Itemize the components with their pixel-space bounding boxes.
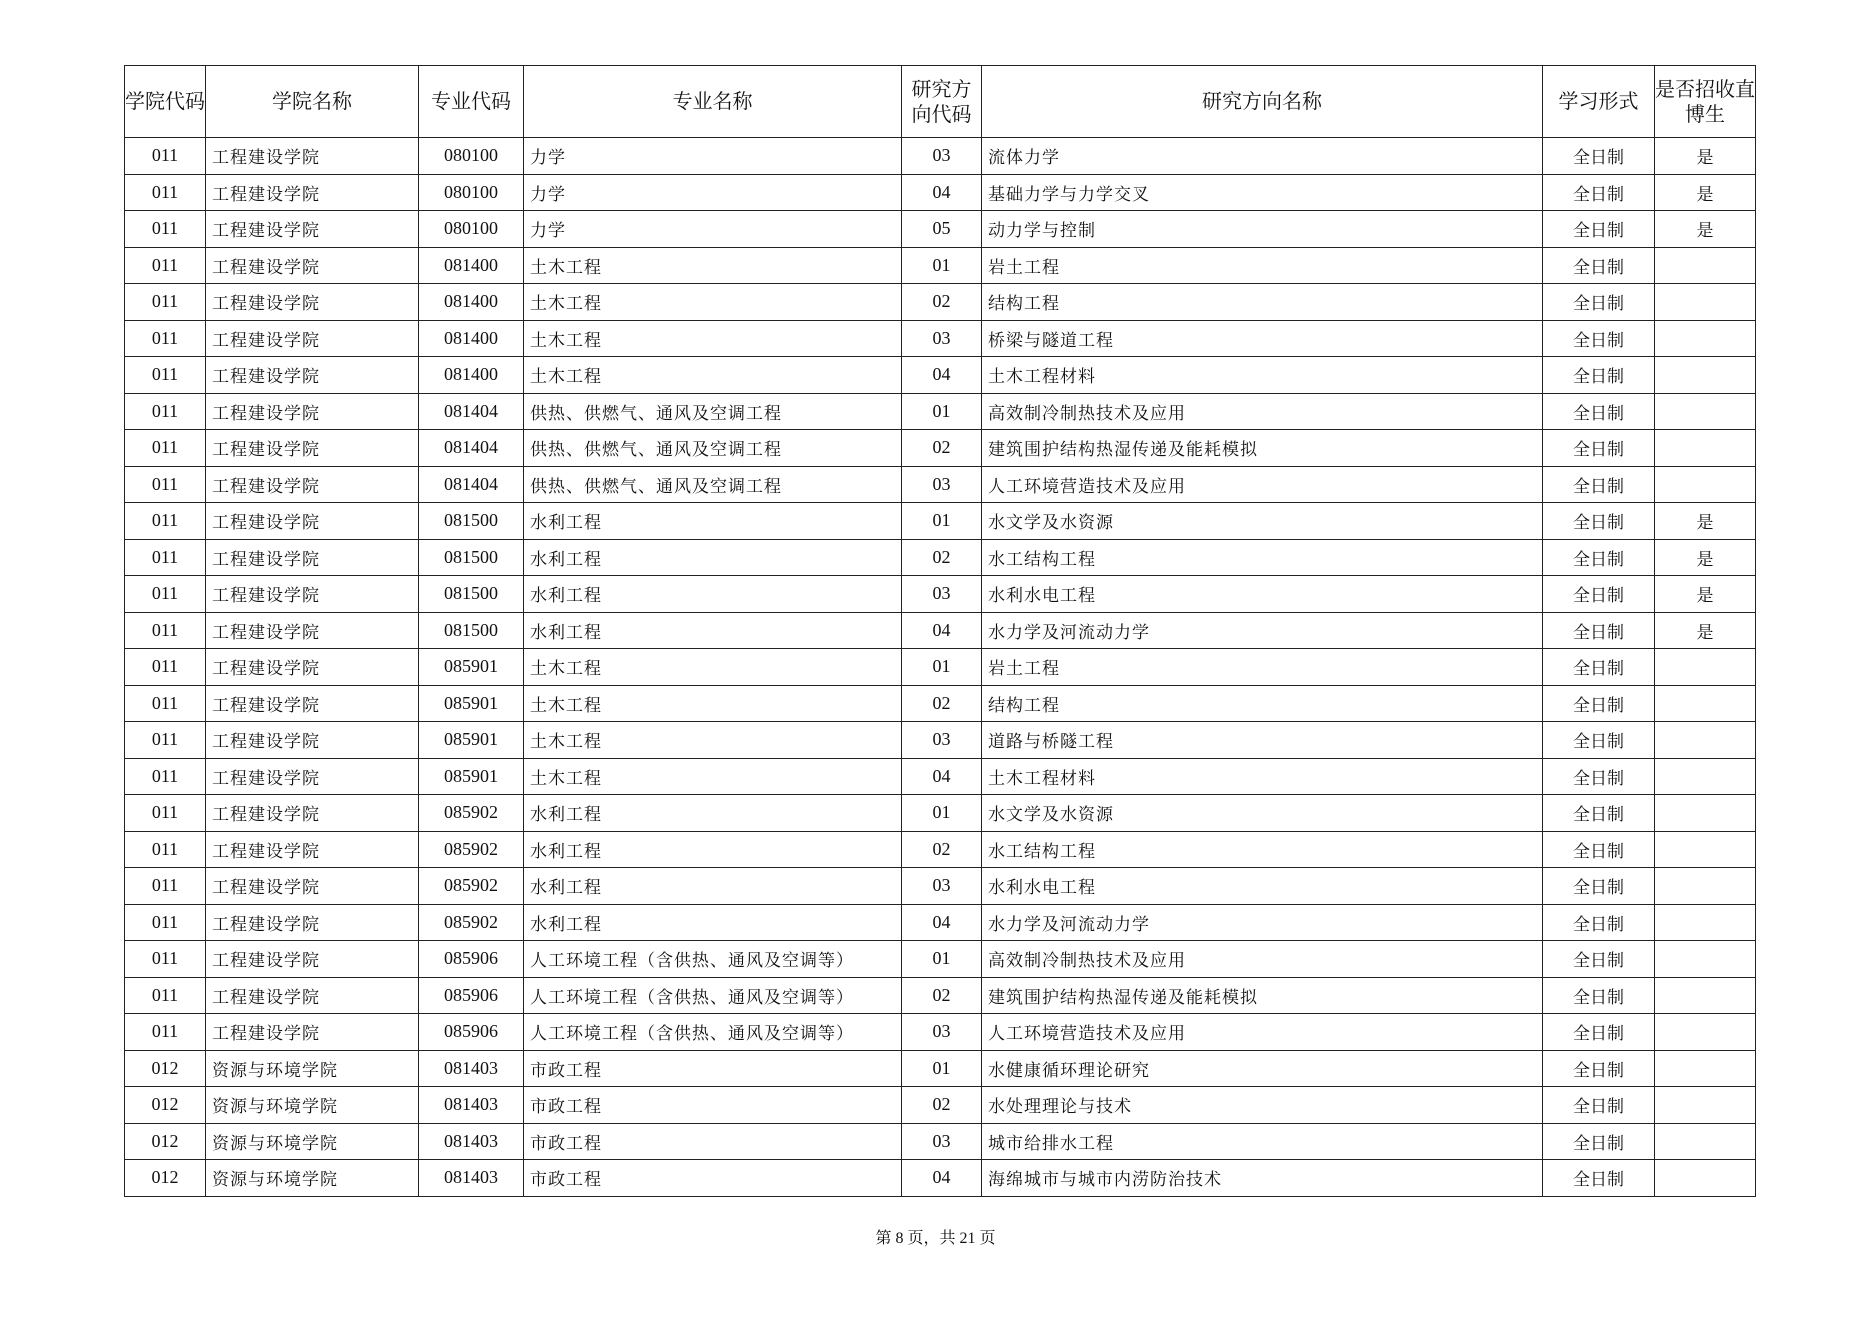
cell-college-code: 012: [125, 1123, 206, 1160]
cell-direct-phd: [1655, 1087, 1756, 1124]
cell-direct-phd: 是: [1655, 503, 1756, 540]
cell-major-code: 085901: [419, 758, 524, 795]
cell-direction-code: 03: [902, 868, 982, 905]
table-row: [125, 1123, 1756, 1160]
cell-major-name: 土木工程: [524, 247, 902, 284]
cell-direction-code: 04: [902, 758, 982, 795]
cell-direct-phd: 是: [1655, 576, 1756, 613]
cell-major-code: 081500: [419, 503, 524, 540]
cell-study-mode: 全日制: [1543, 1050, 1655, 1087]
cell-direction-code: 05: [902, 211, 982, 248]
cell-college-name: 工程建设学院: [206, 831, 419, 868]
cell-direction-name: 桥梁与隧道工程: [982, 320, 1543, 357]
cell-direction-name: 水工结构工程: [982, 539, 1543, 576]
cell-direction-code: 03: [902, 1123, 982, 1160]
table-row: [125, 1160, 1756, 1197]
cell-direct-phd: [1655, 1160, 1756, 1197]
cell-college-code: 011: [125, 174, 206, 211]
cell-direction-name: 水文学及水资源: [982, 503, 1543, 540]
cell-study-mode: 全日制: [1543, 1123, 1655, 1160]
cell-college-name: 工程建设学院: [206, 393, 419, 430]
cell-major-code: 081500: [419, 576, 524, 613]
cell-direct-phd: [1655, 357, 1756, 394]
cell-direction-code: 01: [902, 247, 982, 284]
cell-college-code: 011: [125, 831, 206, 868]
cell-major-name: 市政工程: [524, 1087, 902, 1124]
cell-direction-name: 结构工程: [982, 284, 1543, 321]
cell-direct-phd: [1655, 758, 1756, 795]
cell-direction-code: 04: [902, 612, 982, 649]
cell-direction-code: 02: [902, 685, 982, 722]
cell-direct-phd: 是: [1655, 539, 1756, 576]
cell-major-code: 080100: [419, 138, 524, 175]
cell-study-mode: 全日制: [1543, 612, 1655, 649]
cell-college-code: 011: [125, 430, 206, 467]
table-row: [125, 722, 1756, 759]
cell-college-code: 011: [125, 539, 206, 576]
cell-college-code: 011: [125, 393, 206, 430]
cell-college-code: 011: [125, 685, 206, 722]
cell-college-code: 011: [125, 357, 206, 394]
cell-direction-code: 04: [902, 174, 982, 211]
cell-major-name: 水利工程: [524, 904, 902, 941]
cell-major-name: 水利工程: [524, 831, 902, 868]
cell-direct-phd: [1655, 247, 1756, 284]
cell-direction-name: 水健康循环理论研究: [982, 1050, 1543, 1087]
cell-direct-phd: [1655, 320, 1756, 357]
cell-college-name: 工程建设学院: [206, 576, 419, 613]
cell-major-name: 供热、供燃气、通风及空调工程: [524, 393, 902, 430]
cell-direct-phd: [1655, 685, 1756, 722]
cell-major-code: 081400: [419, 320, 524, 357]
cell-major-name: 土木工程: [524, 320, 902, 357]
cell-direction-code: 01: [902, 393, 982, 430]
cell-direction-name: 水力学及河流动力学: [982, 904, 1543, 941]
cell-study-mode: 全日制: [1543, 941, 1655, 978]
cell-direction-name: 海绵城市与城市内涝防治技术: [982, 1160, 1543, 1197]
table-row: [125, 174, 1756, 211]
cell-major-name: 土木工程: [524, 685, 902, 722]
cell-college-name: 工程建设学院: [206, 247, 419, 284]
cell-direction-name: 水利水电工程: [982, 868, 1543, 905]
cell-college-name: 工程建设学院: [206, 758, 419, 795]
cell-major-name: 水利工程: [524, 539, 902, 576]
cell-major-name: 市政工程: [524, 1123, 902, 1160]
cell-direction-name: 道路与桥隧工程: [982, 722, 1543, 759]
cell-study-mode: 全日制: [1543, 503, 1655, 540]
cell-major-code: 085906: [419, 941, 524, 978]
cell-study-mode: 全日制: [1543, 174, 1655, 211]
cell-direction-code: 04: [902, 904, 982, 941]
cell-direct-phd: [1655, 1014, 1756, 1051]
cell-direct-phd: [1655, 393, 1756, 430]
cell-college-code: 011: [125, 868, 206, 905]
cell-college-code: 011: [125, 320, 206, 357]
cell-direction-code: 03: [902, 320, 982, 357]
cell-direction-code: 01: [902, 795, 982, 832]
cell-direction-name: 水力学及河流动力学: [982, 612, 1543, 649]
table-row: [125, 795, 1756, 832]
cell-college-name: 工程建设学院: [206, 430, 419, 467]
table-row: [125, 941, 1756, 978]
cell-major-code: 085902: [419, 868, 524, 905]
cell-college-name: 工程建设学院: [206, 211, 419, 248]
cell-direct-phd: [1655, 941, 1756, 978]
cell-major-name: 水利工程: [524, 503, 902, 540]
cell-study-mode: 全日制: [1543, 211, 1655, 248]
cell-major-code: 085902: [419, 904, 524, 941]
cell-study-mode: 全日制: [1543, 284, 1655, 321]
cell-study-mode: 全日制: [1543, 685, 1655, 722]
cell-college-name: 工程建设学院: [206, 941, 419, 978]
cell-study-mode: 全日制: [1543, 1014, 1655, 1051]
cell-major-name: 土木工程: [524, 758, 902, 795]
table-row: [125, 247, 1756, 284]
cell-direction-code: 02: [902, 284, 982, 321]
cell-study-mode: 全日制: [1543, 430, 1655, 467]
table-body: [125, 138, 1756, 1197]
cell-direct-phd: [1655, 649, 1756, 686]
cell-college-name: 资源与环境学院: [206, 1160, 419, 1197]
cell-direction-name: 岩土工程: [982, 247, 1543, 284]
cell-direct-phd: [1655, 868, 1756, 905]
cell-direction-name: 结构工程: [982, 685, 1543, 722]
cell-study-mode: 全日制: [1543, 1160, 1655, 1197]
cell-college-code: 012: [125, 1087, 206, 1124]
cell-study-mode: 全日制: [1543, 649, 1655, 686]
cell-direction-name: 岩土工程: [982, 649, 1543, 686]
table-row: [125, 539, 1756, 576]
cell-college-code: 011: [125, 1014, 206, 1051]
cell-study-mode: 全日制: [1543, 722, 1655, 759]
cell-direction-name: 高效制冷制热技术及应用: [982, 393, 1543, 430]
table-row: [125, 211, 1756, 248]
cell-direction-name: 水工结构工程: [982, 831, 1543, 868]
header-college-name: 学院名称: [206, 66, 419, 138]
cell-direction-code: 02: [902, 831, 982, 868]
cell-college-name: 工程建设学院: [206, 284, 419, 321]
cell-study-mode: 全日制: [1543, 393, 1655, 430]
table-row: [125, 138, 1756, 175]
table-row: [125, 1050, 1756, 1087]
cell-direct-phd: 是: [1655, 211, 1756, 248]
cell-major-name: 土木工程: [524, 357, 902, 394]
cell-direction-code: 04: [902, 1160, 982, 1197]
cell-college-code: 011: [125, 247, 206, 284]
cell-direction-name: 动力学与控制: [982, 211, 1543, 248]
cell-college-code: 012: [125, 1050, 206, 1087]
cell-direction-code: 03: [902, 1014, 982, 1051]
cell-direction-name: 城市给排水工程: [982, 1123, 1543, 1160]
cell-major-name: 供热、供燃气、通风及空调工程: [524, 466, 902, 503]
cell-direct-phd: 是: [1655, 138, 1756, 175]
cell-major-name: 力学: [524, 138, 902, 175]
cell-major-code: 081403: [419, 1160, 524, 1197]
cell-college-name: 工程建设学院: [206, 320, 419, 357]
table-row: [125, 320, 1756, 357]
cell-major-code: 081500: [419, 612, 524, 649]
cell-direction-name: 水处理理论与技术: [982, 1087, 1543, 1124]
cell-direction-name: 建筑围护结构热湿传递及能耗模拟: [982, 430, 1543, 467]
table-row: [125, 284, 1756, 321]
cell-major-name: 土木工程: [524, 722, 902, 759]
cell-major-code: 081400: [419, 357, 524, 394]
program-table-container: [124, 65, 1755, 1197]
table-row: [125, 868, 1756, 905]
cell-direct-phd: [1655, 466, 1756, 503]
cell-direct-phd: [1655, 1123, 1756, 1160]
cell-direction-name: 水文学及水资源: [982, 795, 1543, 832]
cell-study-mode: 全日制: [1543, 1087, 1655, 1124]
cell-major-code: 085906: [419, 1014, 524, 1051]
cell-college-name: 工程建设学院: [206, 612, 419, 649]
cell-major-name: 人工环境工程（含供热、通风及空调等）: [524, 941, 902, 978]
header-direct-phd: 是否招收直博生: [1655, 66, 1756, 138]
cell-direction-code: 02: [902, 430, 982, 467]
cell-college-name: 工程建设学院: [206, 977, 419, 1014]
cell-major-code: 081403: [419, 1087, 524, 1124]
cell-major-code: 081400: [419, 284, 524, 321]
cell-college-name: 工程建设学院: [206, 138, 419, 175]
cell-college-name: 工程建设学院: [206, 466, 419, 503]
cell-study-mode: 全日制: [1543, 977, 1655, 1014]
cell-major-name: 力学: [524, 174, 902, 211]
cell-direction-name: 土木工程材料: [982, 758, 1543, 795]
cell-college-name: 工程建设学院: [206, 649, 419, 686]
cell-direct-phd: [1655, 977, 1756, 1014]
cell-major-code: 085901: [419, 685, 524, 722]
table-header-row: [125, 66, 1756, 138]
cell-college-name: 工程建设学院: [206, 685, 419, 722]
table-row: [125, 393, 1756, 430]
cell-direction-name: 基础力学与力学交叉: [982, 174, 1543, 211]
cell-major-name: 土木工程: [524, 284, 902, 321]
cell-major-name: 供热、供燃气、通风及空调工程: [524, 430, 902, 467]
cell-college-name: 工程建设学院: [206, 1014, 419, 1051]
header-direction-code: 研究方向代码: [902, 66, 982, 138]
cell-direct-phd: [1655, 430, 1756, 467]
table-row: [125, 576, 1756, 613]
cell-direction-code: 03: [902, 466, 982, 503]
cell-major-code: 080100: [419, 174, 524, 211]
header-study-mode: 学习形式: [1543, 66, 1655, 138]
cell-college-code: 011: [125, 977, 206, 1014]
cell-major-code: 080100: [419, 211, 524, 248]
cell-study-mode: 全日制: [1543, 795, 1655, 832]
cell-major-name: 市政工程: [524, 1160, 902, 1197]
cell-direction-code: 01: [902, 503, 982, 540]
cell-direct-phd: [1655, 795, 1756, 832]
cell-direction-name: 流体力学: [982, 138, 1543, 175]
cell-direction-code: 02: [902, 977, 982, 1014]
cell-major-code: 085902: [419, 831, 524, 868]
cell-college-name: 工程建设学院: [206, 539, 419, 576]
page-footer: 第 8 页，共 21 页: [875, 1230, 996, 1247]
table-row: [125, 1014, 1756, 1051]
cell-major-name: 水利工程: [524, 576, 902, 613]
cell-college-name: 工程建设学院: [206, 174, 419, 211]
cell-direction-code: 02: [902, 1087, 982, 1124]
cell-college-code: 011: [125, 284, 206, 321]
table-row: [125, 977, 1756, 1014]
table-row: [125, 612, 1756, 649]
cell-direct-phd: 是: [1655, 612, 1756, 649]
cell-college-name: 工程建设学院: [206, 503, 419, 540]
cell-major-name: 人工环境工程（含供热、通风及空调等）: [524, 1014, 902, 1051]
cell-college-code: 011: [125, 722, 206, 759]
cell-direction-code: 02: [902, 539, 982, 576]
cell-direction-code: 03: [902, 576, 982, 613]
cell-direction-name: 土木工程材料: [982, 357, 1543, 394]
cell-major-code: 085901: [419, 722, 524, 759]
cell-major-code: 085906: [419, 977, 524, 1014]
cell-college-code: 011: [125, 941, 206, 978]
cell-major-code: 081403: [419, 1123, 524, 1160]
cell-college-code: 011: [125, 576, 206, 613]
cell-college-code: 011: [125, 904, 206, 941]
cell-study-mode: 全日制: [1543, 466, 1655, 503]
header-direction-name: 研究方向名称: [982, 66, 1543, 138]
cell-college-name: 工程建设学院: [206, 357, 419, 394]
cell-study-mode: 全日制: [1543, 138, 1655, 175]
cell-direct-phd: [1655, 1050, 1756, 1087]
cell-direction-code: 01: [902, 1050, 982, 1087]
cell-major-code: 085902: [419, 795, 524, 832]
cell-direction-code: 04: [902, 357, 982, 394]
table-row: [125, 357, 1756, 394]
cell-direct-phd: 是: [1655, 174, 1756, 211]
cell-major-code: 081404: [419, 430, 524, 467]
cell-study-mode: 全日制: [1543, 247, 1655, 284]
cell-direction-code: 03: [902, 722, 982, 759]
cell-study-mode: 全日制: [1543, 758, 1655, 795]
cell-study-mode: 全日制: [1543, 904, 1655, 941]
cell-major-name: 水利工程: [524, 612, 902, 649]
cell-college-name: 工程建设学院: [206, 868, 419, 905]
cell-major-name: 市政工程: [524, 1050, 902, 1087]
cell-direct-phd: [1655, 831, 1756, 868]
cell-major-code: 081500: [419, 539, 524, 576]
cell-major-name: 水利工程: [524, 795, 902, 832]
cell-direction-code: 01: [902, 941, 982, 978]
cell-study-mode: 全日制: [1543, 539, 1655, 576]
cell-major-code: 081404: [419, 393, 524, 430]
table-row: [125, 1087, 1756, 1124]
cell-college-code: 011: [125, 466, 206, 503]
cell-major-code: 081400: [419, 247, 524, 284]
header-major-name: 专业名称: [524, 66, 902, 138]
cell-major-name: 水利工程: [524, 868, 902, 905]
cell-major-name: 力学: [524, 211, 902, 248]
cell-direct-phd: [1655, 722, 1756, 759]
cell-major-code: 085901: [419, 649, 524, 686]
cell-college-code: 011: [125, 612, 206, 649]
cell-college-name: 工程建设学院: [206, 904, 419, 941]
cell-direction-name: 人工环境营造技术及应用: [982, 1014, 1543, 1051]
cell-direction-name: 水利水电工程: [982, 576, 1543, 613]
cell-study-mode: 全日制: [1543, 831, 1655, 868]
cell-study-mode: 全日制: [1543, 320, 1655, 357]
cell-college-code: 011: [125, 138, 206, 175]
cell-college-name: 资源与环境学院: [206, 1123, 419, 1160]
cell-college-code: 011: [125, 649, 206, 686]
cell-direction-name: 建筑围护结构热湿传递及能耗模拟: [982, 977, 1543, 1014]
cell-direction-name: 高效制冷制热技术及应用: [982, 941, 1543, 978]
program-table: [124, 65, 1756, 1197]
table-row: [125, 831, 1756, 868]
cell-college-code: 011: [125, 503, 206, 540]
cell-direct-phd: [1655, 284, 1756, 321]
cell-direct-phd: [1655, 904, 1756, 941]
cell-college-name: 工程建设学院: [206, 795, 419, 832]
cell-college-name: 资源与环境学院: [206, 1050, 419, 1087]
table-row: [125, 649, 1756, 686]
cell-study-mode: 全日制: [1543, 576, 1655, 613]
cell-major-code: 081404: [419, 466, 524, 503]
cell-college-code: 011: [125, 795, 206, 832]
header-college-code: 学院代码: [125, 66, 206, 138]
table-row: [125, 685, 1756, 722]
table-row: [125, 758, 1756, 795]
cell-major-code: 081403: [419, 1050, 524, 1087]
cell-major-name: 土木工程: [524, 649, 902, 686]
cell-college-name: 工程建设学院: [206, 722, 419, 759]
table-row: [125, 503, 1756, 540]
header-major-code: 专业代码: [419, 66, 524, 138]
cell-college-code: 012: [125, 1160, 206, 1197]
cell-direction-code: 01: [902, 649, 982, 686]
cell-study-mode: 全日制: [1543, 357, 1655, 394]
cell-college-code: 011: [125, 211, 206, 248]
table-row: [125, 466, 1756, 503]
cell-college-code: 011: [125, 758, 206, 795]
table-row: [125, 904, 1756, 941]
cell-study-mode: 全日制: [1543, 868, 1655, 905]
cell-direction-name: 人工环境营造技术及应用: [982, 466, 1543, 503]
cell-college-name: 资源与环境学院: [206, 1087, 419, 1124]
cell-major-name: 人工环境工程（含供热、通风及空调等）: [524, 977, 902, 1014]
cell-direction-code: 03: [902, 138, 982, 175]
table-row: [125, 430, 1756, 467]
